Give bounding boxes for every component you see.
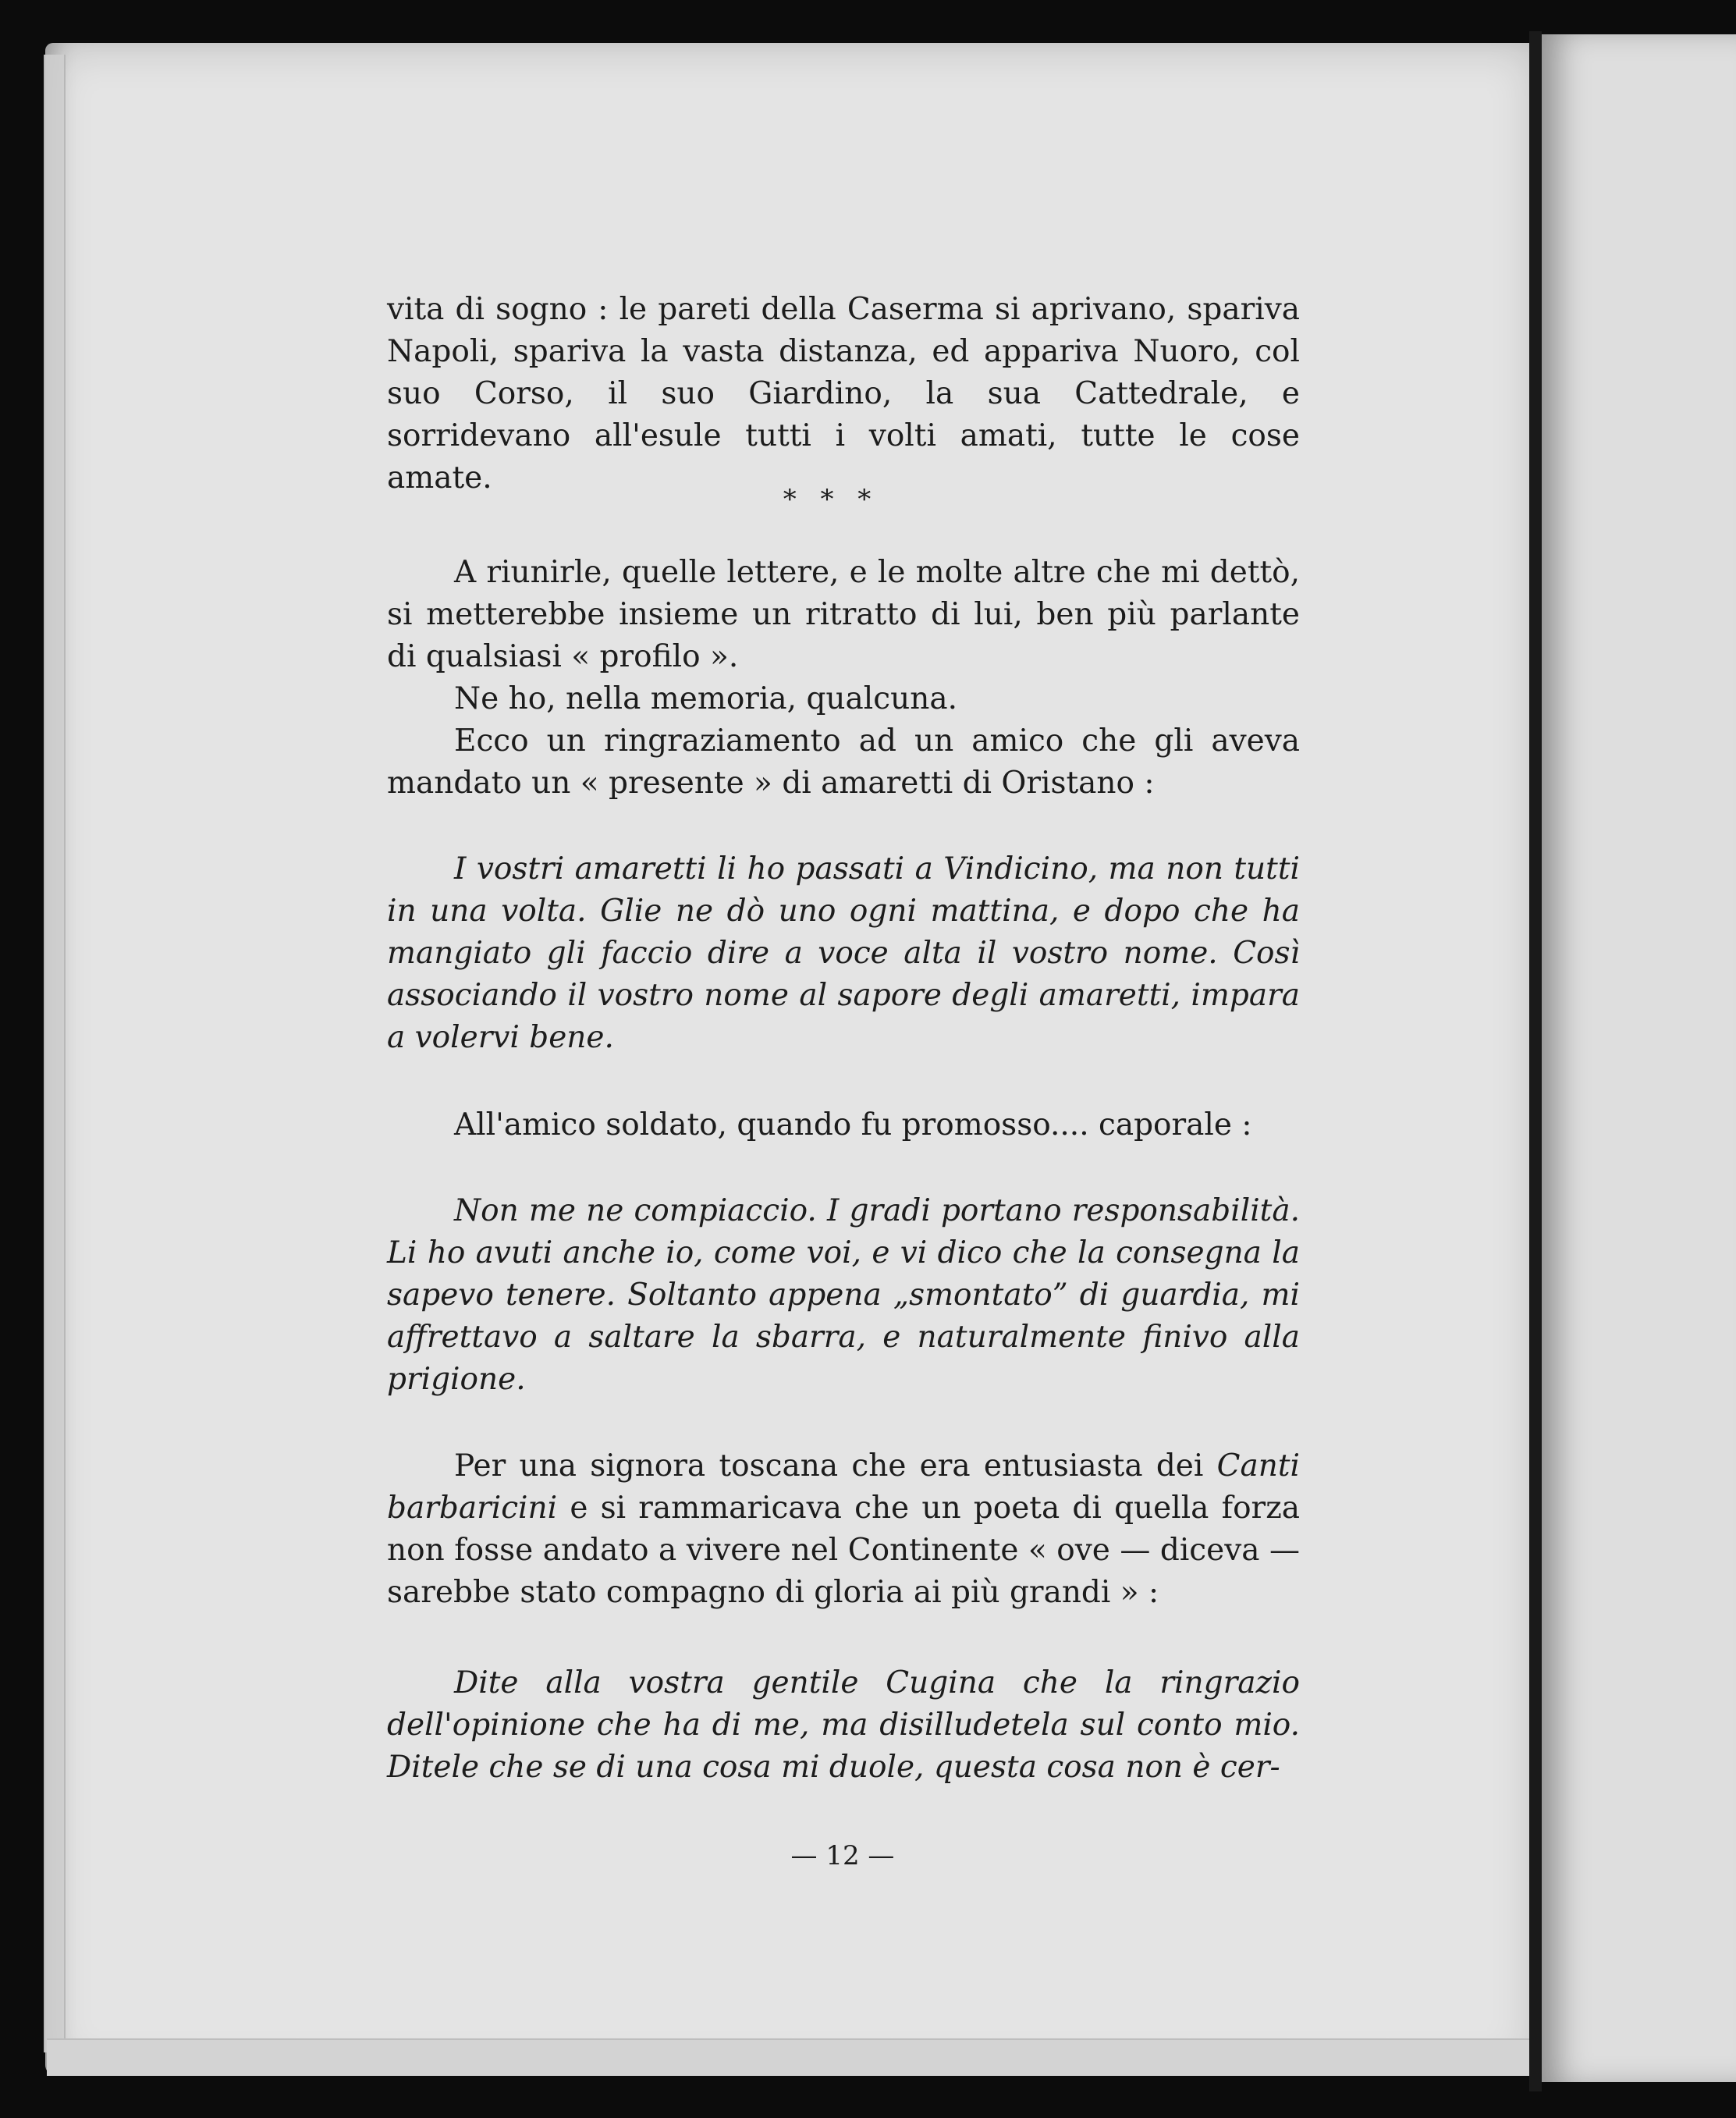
page-number: — 12 — <box>790 1840 895 1871</box>
paragraph-letters: A riunirle, quelle lettere, e le molte altre che mi dettò, si metterebbe insieme un ritratto di lui, ben più parlante di qualsiasi « profilo ». <box>387 555 1300 674</box>
paragraph-memory: Ne ho, nella memoria, qualcuna. <box>454 681 958 716</box>
quote-amaretti <box>387 848 1300 1059</box>
paragraph-signora <box>387 1445 1300 1614</box>
paragraph-soldier: All'amico soldato, quando fu promosso.... caporale : <box>454 1107 1252 1143</box>
paragraph-continuation: vita di sogno : le pareti della Caserma si aprivano, spariva Napoli, spariva la vasta distanza, ed appariva Nuoro, col suo Corso, il suo Giardino, la sua Cattedrale, e sorridevano all'esule tutti i volti amati, tutte le cose amate. <box>387 292 1300 496</box>
quote-cugina <box>387 1662 1300 1789</box>
right-page-fragment <box>1542 34 1736 2082</box>
signora-text-after: e si rammaricava che un poeta di quella forza non fosse andato a vivere nel Continente « ove — diceva — sarebbe stato compagno di gloria ai più grandi » : <box>387 1491 1300 1610</box>
signora-text-before: Per una signora toscana che era entusiasta dei <box>454 1448 1217 1484</box>
body-text-soldier <box>387 1104 1300 1146</box>
page-bottom-edge <box>47 2038 1537 2076</box>
quote-caporale <box>387 1190 1300 1401</box>
body-text-top <box>387 289 1300 499</box>
quote-text-cugina: Dite alla vostra gentile Cugina che la ringrazio dell'opinione che ha di me, ma disilludetela sul conto mio. Ditele che se di una cosa mi duole, questa cosa non è cer- <box>387 1665 1300 1785</box>
paragraph-thanks: Ecco un ringraziamento ad un amico che gli aveva mandato un « presente » di amaretti di Oristano : <box>387 723 1300 801</box>
body-text-signora <box>387 1445 1300 1614</box>
book-gutter <box>1529 31 1542 2091</box>
page-edge-shadow <box>44 55 66 2052</box>
body-text-main <box>387 552 1300 805</box>
section-separator: * * * <box>783 484 879 515</box>
quote-text-caporale: Non me ne compiaccio. I gradi portano responsabilità. Li ho avuti anche io, come voi, e vi dico che la consegna la sapevo tenere. Soltanto appena „smontato” di guardia, mi affrettavo a saltare la sbarra, e naturalmente finivo alla prigione. <box>387 1193 1300 1397</box>
book-title-canti: Canti barbaricini <box>387 1448 1300 1526</box>
quote-text-amaretti: I vostri amaretti li ho passati a Vindicino, ma non tutti in una volta. Glie ne dò uno ogni mattina, e dopo che ha mangiato gli faccio dire a voce alta il vostro nome. Così associando il vostro nome al sapore degli amaretti, impara a volervi bene. <box>387 851 1300 1055</box>
